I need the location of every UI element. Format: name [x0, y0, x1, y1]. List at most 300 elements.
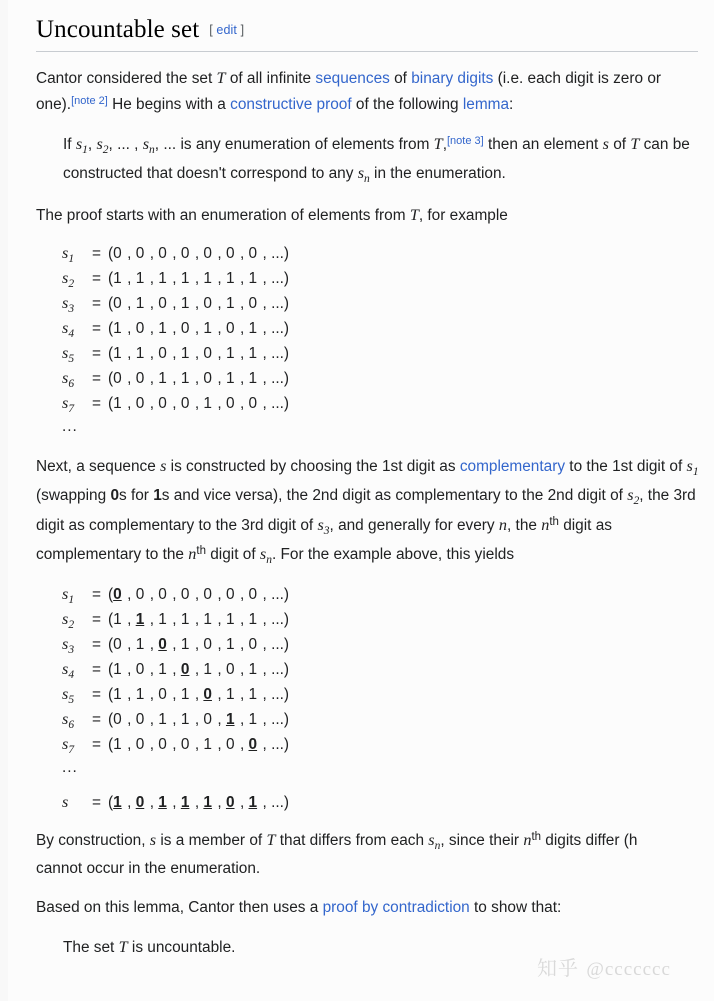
sequence-index: 6 [68, 719, 75, 732]
sequence-index: 4 [68, 328, 75, 341]
note-reference-3[interactable] [447, 135, 484, 147]
digit-separator: , [194, 345, 204, 363]
based-on-lemma-paragraph [36, 895, 700, 921]
var-s: s [428, 831, 435, 850]
digit-separator: , [149, 611, 159, 629]
sequence-index: 3 [68, 303, 75, 316]
digit-separator: , [149, 320, 159, 338]
digit-separator: , [239, 661, 249, 679]
digit-separator: , [194, 395, 204, 413]
digit-separator: , [217, 661, 226, 679]
sequence-tail-ellipsis: ... [271, 711, 284, 729]
superscript-th: th [549, 515, 559, 528]
digit: 0 [225, 661, 235, 679]
digit: 1 [135, 686, 145, 704]
var-s: s [357, 164, 364, 183]
sequence-tail-ellipsis: ... [271, 270, 284, 288]
var-s: s [317, 515, 324, 534]
digit-separator: , [149, 711, 159, 729]
digit: 0 [158, 245, 167, 263]
sequence-index: 6 [68, 378, 75, 391]
sequence-row [62, 390, 714, 415]
digit-separator: , [172, 345, 181, 363]
digit: 1 [203, 611, 212, 629]
digit: 1 [158, 370, 167, 388]
digit: 1 [225, 295, 235, 313]
sequence-row [62, 706, 714, 731]
digit: 1 [225, 611, 235, 629]
digit-separator: , [239, 270, 249, 288]
text-fragment: , [87, 136, 97, 154]
bold-one: 1 [153, 487, 162, 505]
digit-separator: , [239, 295, 249, 313]
digit-separator: , [262, 661, 272, 679]
paren-close: ) [283, 295, 290, 313]
sequence-tail-ellipsis: ... [271, 686, 284, 704]
uncountable-blockquote [36, 934, 713, 961]
link-constructive-proof[interactable]: constructive proof [230, 96, 352, 114]
link-complementary[interactable]: complementary [459, 458, 566, 476]
text-fragment: digit as complementary to the [36, 516, 612, 563]
digit: 0 [135, 245, 145, 263]
digit: 1 [225, 686, 235, 704]
digit: 0 [135, 736, 145, 754]
bold-zero: 0 [110, 487, 119, 505]
sequence-tail-ellipsis: ... [271, 320, 284, 338]
sequence-tail-ellipsis: ... [271, 794, 284, 812]
sequence-label: s [62, 793, 69, 812]
paren-open: ( [108, 370, 114, 388]
digit: 1 [113, 736, 122, 754]
digit: 0 [180, 245, 190, 263]
digit: 1 [225, 636, 235, 654]
digit-separator: , [262, 320, 272, 338]
sequence-tail-ellipsis: ... [271, 370, 284, 388]
digit-separator: , [172, 636, 181, 654]
digit-separator: , [217, 270, 226, 288]
digit-separator: , [149, 586, 159, 604]
subscript-n: n [266, 553, 272, 566]
link-lemma[interactable]: lemma [462, 96, 510, 114]
digit: 0 [180, 586, 190, 604]
paren-close: ) [283, 586, 290, 604]
digit: 1 [225, 345, 235, 363]
digit: 0 [203, 711, 212, 729]
digit-separator: , [172, 661, 181, 679]
text-fragment: digits differ (h [541, 832, 638, 850]
digit-separator: , [149, 661, 159, 679]
zhihu-handle: @ccccccc [586, 959, 671, 980]
sequence-row [62, 631, 714, 656]
sequence-index: 1 [68, 594, 75, 607]
equals-sign: = [92, 270, 101, 288]
section-title-text: Uncountable set [36, 16, 200, 43]
text-fragment: Cantor considered the set [36, 70, 217, 88]
bracket-close: ] [240, 23, 245, 37]
lemma-text [63, 131, 713, 189]
digit: 0 [135, 395, 145, 413]
digit: 0 [225, 586, 235, 604]
sequence-index: 1 [68, 253, 75, 266]
digit: 1 [113, 686, 122, 704]
sequence-row [62, 681, 714, 706]
var-T: T [266, 831, 276, 850]
digit: 1 [158, 661, 167, 679]
digit: 0 [135, 586, 145, 604]
note-3-link[interactable]: [note 3] [446, 135, 484, 148]
digit: 1 [203, 270, 212, 288]
equals-sign: = [92, 295, 101, 313]
text-fragment: is uncountable. [127, 938, 236, 956]
text-fragment: s for [119, 487, 154, 505]
digit: 0 [113, 711, 122, 729]
equals-sign: = [92, 586, 101, 604]
digit-separator: , [262, 370, 272, 388]
digit-separator: , [127, 395, 136, 413]
paren-close: ) [283, 395, 290, 413]
digit-separator: , [217, 794, 226, 812]
subscript-2: 2 [102, 144, 109, 157]
digit-diagonal: 1 [225, 711, 235, 729]
sequence-label: $s_3$ [62, 635, 75, 657]
digit-separator: , [172, 711, 181, 729]
sequence-label: $s_3$ [62, 294, 75, 316]
digit-separator: , [239, 370, 249, 388]
digit: 0 [180, 395, 190, 413]
digit-separator: , [217, 245, 226, 263]
digit: 1 [158, 611, 167, 629]
digit-separator: , [239, 395, 249, 413]
digit: 0 [180, 320, 190, 338]
sequence-index: 5 [68, 694, 75, 707]
sequence-label: $s_2$ [62, 269, 75, 291]
text-fragment: s and vice versa), the 2nd digit as complementary to the 2nd digit of [161, 487, 628, 505]
digit-separator: , [172, 686, 181, 704]
digit-separator: , [127, 636, 136, 654]
digit: 1 [180, 270, 190, 288]
digit-diagonal: 1 [135, 611, 145, 629]
digit-separator: , [262, 636, 272, 654]
sequence-row [62, 731, 714, 756]
paren-close: ) [283, 711, 290, 729]
digit-separator: , [217, 295, 226, 313]
paren-close: ) [283, 736, 290, 754]
sequence-index: 2 [68, 278, 75, 291]
paren-open: ( [108, 586, 114, 604]
digit: 1 [248, 370, 258, 388]
digit-separator: , [217, 711, 226, 729]
digit: 1 [158, 320, 167, 338]
paren-open: ( [108, 661, 114, 679]
text-fragment: of [389, 70, 412, 88]
digit-separator: , [262, 686, 272, 704]
paren-open: ( [108, 636, 114, 654]
digit-separator: , [149, 686, 159, 704]
sequence-tail-ellipsis: ... [271, 395, 284, 413]
paren-close: ) [283, 370, 290, 388]
digit-separator: , [172, 370, 181, 388]
digit: 1 [248, 686, 258, 704]
paren-close: ) [283, 611, 290, 629]
text-fragment: of [608, 136, 631, 154]
edit-section-control [209, 23, 244, 37]
text-fragment: then an element [483, 136, 603, 154]
digit-separator: , [194, 320, 204, 338]
digit-separator: , [217, 345, 226, 363]
paren-close: ) [283, 320, 290, 338]
text-fragment: The set [63, 938, 119, 956]
digit: 0 [158, 736, 167, 754]
sequence-label: $s_5$ [62, 685, 75, 707]
digit-separator: , [149, 370, 159, 388]
digit: 1 [135, 295, 145, 313]
text-fragment: is a member of [156, 832, 267, 850]
text-fragment: , the 3rd digit as complementary to the 3rd digit of [36, 487, 696, 534]
digit-separator: , [194, 295, 204, 313]
digit: 1 [180, 711, 190, 729]
var-s: s [259, 544, 267, 563]
sequence-row [62, 365, 714, 390]
equals-sign: = [92, 661, 101, 679]
sequence-index: 5 [68, 353, 75, 366]
digit-separator: , [217, 636, 226, 654]
sequence-row [62, 789, 714, 814]
digit-separator: , [194, 736, 204, 754]
sequence-label: $s_2$ [62, 610, 75, 632]
digit-diagonal: 1 [203, 794, 212, 812]
digit-separator: , [194, 586, 204, 604]
digit: 1 [180, 611, 190, 629]
digit: 1 [180, 295, 190, 313]
enumeration-list-diagonalized [36, 581, 714, 814]
link-binary-digits[interactable]: binary digits [411, 70, 494, 88]
text-fragment: , ... , [108, 136, 143, 154]
text-fragment: The proof starts with an enumeration of elements from [36, 207, 410, 225]
digit-separator: , [149, 295, 159, 313]
link-proof-by-contradiction[interactable]: proof by contradiction [322, 898, 470, 916]
digit-diagonal: 0 [180, 661, 190, 679]
var-s: s [96, 135, 103, 154]
sequence-row [62, 265, 714, 290]
digit-separator: , [127, 320, 136, 338]
digit: 0 [113, 370, 122, 388]
sequence-row [62, 240, 714, 265]
digit-separator: , [262, 270, 272, 288]
digit: 0 [158, 395, 167, 413]
var-T: T [216, 69, 226, 88]
digit: 0 [113, 245, 122, 263]
digit-separator: , [217, 686, 226, 704]
digit: 0 [203, 245, 212, 263]
sequence-tail-ellipsis: ... [271, 295, 284, 313]
digit-diagonal: 0 [113, 586, 122, 604]
paren-close: ) [283, 245, 290, 263]
digit: 1 [203, 736, 212, 754]
sequence-label: $s_6$ [62, 710, 75, 732]
text-fragment: , since their [440, 832, 524, 850]
digit-separator: , [194, 611, 204, 629]
digit-separator: , [127, 686, 136, 704]
sequence-index: 3 [68, 644, 75, 657]
digit-diagonal: 0 [248, 736, 258, 754]
sequence-index: 7 [68, 744, 75, 757]
digit: 0 [225, 245, 235, 263]
digit: 1 [158, 711, 167, 729]
digit: 0 [158, 345, 167, 363]
digit: 0 [248, 586, 258, 604]
digit-separator: , [262, 295, 272, 313]
sequence-tail-ellipsis: ... [271, 661, 284, 679]
sequence-label: $s_7$ [62, 735, 75, 757]
text-fragment: to show that: [469, 898, 562, 916]
paren-close: ) [283, 794, 290, 812]
subscript-2: 2 [633, 495, 640, 508]
sequence-tail-ellipsis: ... [271, 586, 284, 604]
digit-separator: , [239, 686, 249, 704]
digit: 0 [248, 636, 258, 654]
text-fragment: digit of [205, 545, 260, 563]
digit-separator: , [239, 736, 249, 754]
text-fragment: Based on this lemma, Cantor then uses a [36, 898, 323, 916]
sequence-label: $s_6$ [62, 369, 75, 391]
digit: 0 [203, 295, 212, 313]
digit-separator: , [239, 611, 249, 629]
var-T: T [433, 135, 443, 154]
text-fragment: , ... is any enumeration of elements from [154, 136, 434, 154]
text-fragment: . For the example above, this yields [271, 545, 515, 563]
paren-open: ( [108, 711, 114, 729]
digit: 1 [203, 320, 212, 338]
var-s: s [75, 135, 83, 154]
digit: 1 [113, 611, 122, 629]
digit: 0 [225, 320, 235, 338]
sequence-index: 2 [68, 619, 75, 632]
text-fragment: If [63, 136, 76, 154]
digit-separator: , [172, 270, 181, 288]
text-fragment: He begins with a [107, 96, 231, 114]
digit-separator: , [127, 611, 136, 629]
sequence-tail-ellipsis: ... [271, 245, 284, 263]
note-reference-2[interactable] [71, 95, 108, 107]
digit-separator: , [239, 245, 249, 263]
digit: 1 [135, 270, 145, 288]
equals-sign: = [92, 711, 101, 729]
intro-paragraph [36, 65, 700, 118]
digit: 0 [135, 661, 145, 679]
digit: 1 [180, 636, 190, 654]
digit-separator: , [239, 794, 249, 812]
digit: 0 [203, 370, 212, 388]
digit: 0 [248, 245, 258, 263]
digit: 0 [113, 295, 122, 313]
note-2-link[interactable]: [note 2] [71, 95, 108, 108]
zhihu-logo-text: 知乎 [537, 956, 579, 980]
list-continuation-ellipsis: ... [62, 759, 78, 777]
bracket-open: [ [209, 23, 213, 37]
var-T: T [118, 937, 128, 956]
sequence-label: $s_4$ [62, 660, 75, 682]
digit-separator: , [149, 245, 159, 263]
digit-separator: , [217, 611, 226, 629]
equals-sign: = [92, 686, 101, 704]
subscript-n: n [434, 840, 441, 853]
text-fragment: can be constructed that doesn't correspond to any [63, 136, 690, 183]
text-fragment: is constructed by choosing the 1st digit as [166, 458, 460, 476]
text-fragment: , the [507, 516, 542, 534]
digit-separator: , [262, 395, 272, 413]
digit-diagonal: 1 [158, 794, 167, 812]
digit: 1 [135, 345, 145, 363]
edit-section-link[interactable]: edit [216, 23, 237, 37]
equals-sign: = [92, 345, 101, 363]
text-fragment: to the 1st digit of [565, 458, 687, 476]
digit-separator: , [262, 586, 272, 604]
equals-sign: = [92, 320, 101, 338]
equals-sign: = [92, 370, 101, 388]
var-T: T [409, 206, 419, 225]
digit-separator: , [239, 711, 249, 729]
digit-separator: , [127, 270, 136, 288]
left-gutter [0, 0, 8, 1001]
digit-separator: , [172, 320, 181, 338]
digit-separator: , [217, 370, 226, 388]
digit: 1 [180, 370, 190, 388]
digit: 0 [248, 395, 258, 413]
text-fragment: : [509, 96, 514, 114]
equals-sign: = [92, 245, 101, 263]
digit: 0 [225, 736, 235, 754]
digit: 1 [203, 395, 212, 413]
list-continuation-ellipsis: ... [62, 418, 78, 436]
subscript-n: n [149, 144, 155, 157]
lemma-blockquote [36, 131, 713, 189]
digit: 0 [180, 736, 190, 754]
page-title [36, 14, 698, 52]
sequence-label: $s_4$ [62, 319, 75, 341]
clipped-line-2: cannot occur in the enumeration. [36, 860, 261, 878]
digit: 1 [113, 320, 122, 338]
digit-separator: , [127, 370, 136, 388]
sequence-tail-ellipsis: ... [271, 636, 284, 654]
digit-separator: , [217, 320, 226, 338]
digit-separator: , [194, 370, 204, 388]
digit: 1 [113, 270, 122, 288]
text-fragment: Next, a sequence [36, 458, 161, 476]
digit-separator: , [127, 586, 136, 604]
link-sequences[interactable]: sequences [315, 70, 390, 88]
digit: 1 [113, 661, 122, 679]
var-s: s [686, 457, 693, 476]
sequence-index: 4 [68, 669, 75, 682]
digit: 1 [113, 345, 122, 363]
text-fragment: , [442, 136, 447, 154]
digit-separator: , [127, 295, 136, 313]
equals-sign: = [92, 636, 101, 654]
digit: 0 [203, 345, 212, 363]
digit-separator: , [172, 245, 181, 263]
digit-separator: , [262, 711, 272, 729]
digit-separator: , [239, 636, 249, 654]
var-n: n [498, 515, 507, 534]
digit-separator: , [127, 245, 136, 263]
digit: 1 [180, 345, 190, 363]
text-fragment: that differs from each [275, 832, 429, 850]
digit-separator: , [149, 270, 159, 288]
digit-separator: , [262, 736, 272, 754]
paren-close: ) [283, 636, 290, 654]
digit-separator: , [194, 686, 204, 704]
subscript-1: 1 [82, 144, 88, 157]
